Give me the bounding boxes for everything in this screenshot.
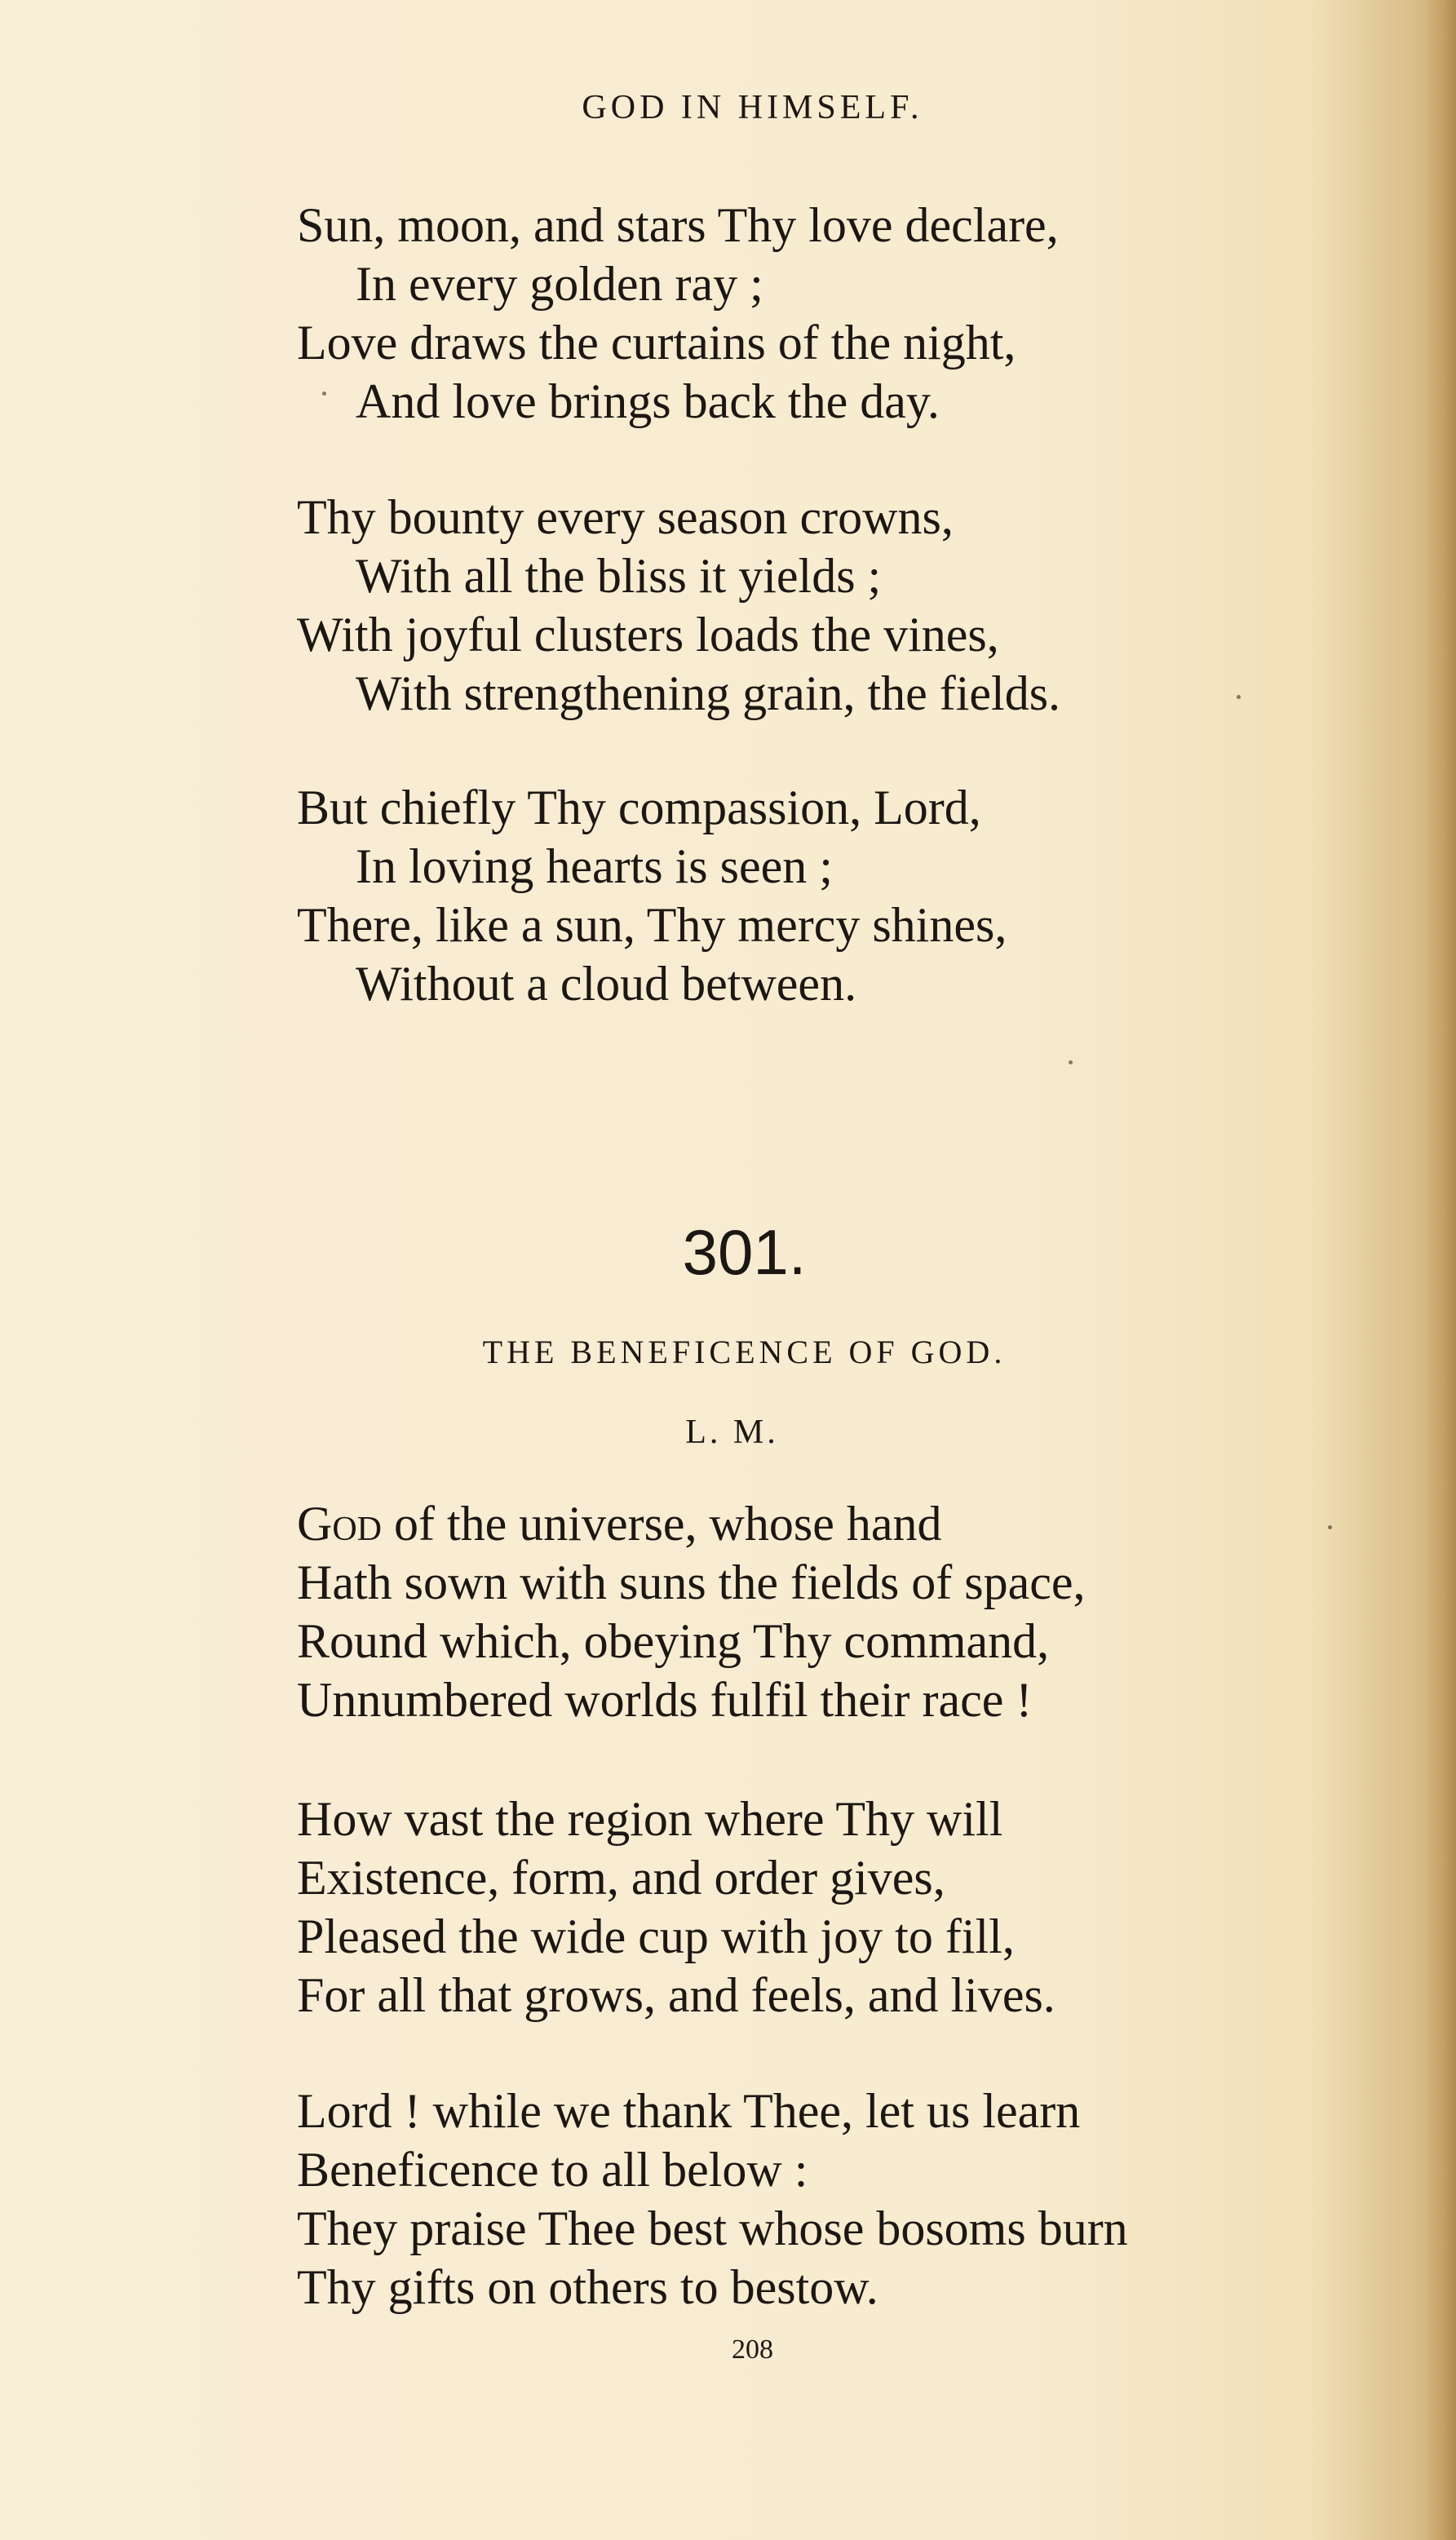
hymn-title: THE BENEFICENCE OF GOD. <box>482 1334 1007 1370</box>
verse-line: They praise Thee best whose bosoms burn <box>297 2201 1128 2255</box>
verse-line: Lord ! while we thank Thee, let us learn <box>297 2084 1081 2138</box>
hymn-301-stanza-1 <box>297 1494 1357 1729</box>
verse-line: How vast the region where Thy will <box>297 1792 1003 1846</box>
verse-line: With strengthening grain, the fields. <box>356 666 1061 720</box>
verse-line: Love draws the curtains of the night, <box>297 316 1016 369</box>
stanza-1 <box>297 196 1357 431</box>
verse-line: Existence, form, and order gives, <box>297 1851 945 1905</box>
verse-line: Thy bounty every season crowns, <box>297 490 954 544</box>
print-speck <box>1328 1525 1332 1529</box>
verse-line-rest: of the universe, whose hand <box>382 1497 942 1551</box>
stanza-2 <box>297 488 1357 723</box>
verse-line: Unnumbered worlds fulfil their race ! <box>297 1673 1033 1727</box>
hymn-301-stanza-3 <box>297 2082 1357 2317</box>
verse-line: In loving hearts is seen ; <box>356 839 833 893</box>
verse-line: For all that grows, and feels, and lives. <box>297 1968 1055 2022</box>
print-speck <box>1237 695 1241 699</box>
verse-line: Beneficence to all below : <box>297 2143 808 2197</box>
stanza-3 <box>297 778 1357 1013</box>
verse-line: Round which, obeying Thy command, <box>297 1614 1050 1668</box>
verse-line: Pleased the wide cup with joy to fill, <box>297 1909 1015 1963</box>
print-speck <box>322 392 326 396</box>
hymn-301-stanza-2 <box>297 1790 1357 2024</box>
verse-line: With all the bliss it yields ; <box>356 549 882 603</box>
page-number: 208 <box>732 2334 773 2365</box>
verse-line: Thy gifts on others to bestow. <box>297 2260 878 2314</box>
verse-line: Sun, moon, and stars Thy love declare, <box>297 198 1059 252</box>
hymn-meter: L. M. <box>685 1414 779 1451</box>
verse-line: Hath sown with suns the fields of space, <box>297 1555 1086 1609</box>
verse-line: With joyful clusters loads the vines, <box>297 608 999 662</box>
verse-line: And love brings back the day. <box>356 374 940 428</box>
running-head: GOD IN HIMSELF. <box>582 89 923 126</box>
verse-line: There, like a sun, Thy mercy shines, <box>297 898 1007 952</box>
verse-line: But chiefly Thy compassion, Lord, <box>297 781 981 834</box>
verse-line <box>297 1494 1357 1553</box>
verse-line: Without a cloud between. <box>356 957 857 1011</box>
hymn-number: 301. <box>682 1216 807 1288</box>
print-speck <box>1069 1060 1073 1064</box>
verse-line: In every golden ray ; <box>356 257 763 311</box>
first-word-small-caps: God <box>297 1497 382 1551</box>
